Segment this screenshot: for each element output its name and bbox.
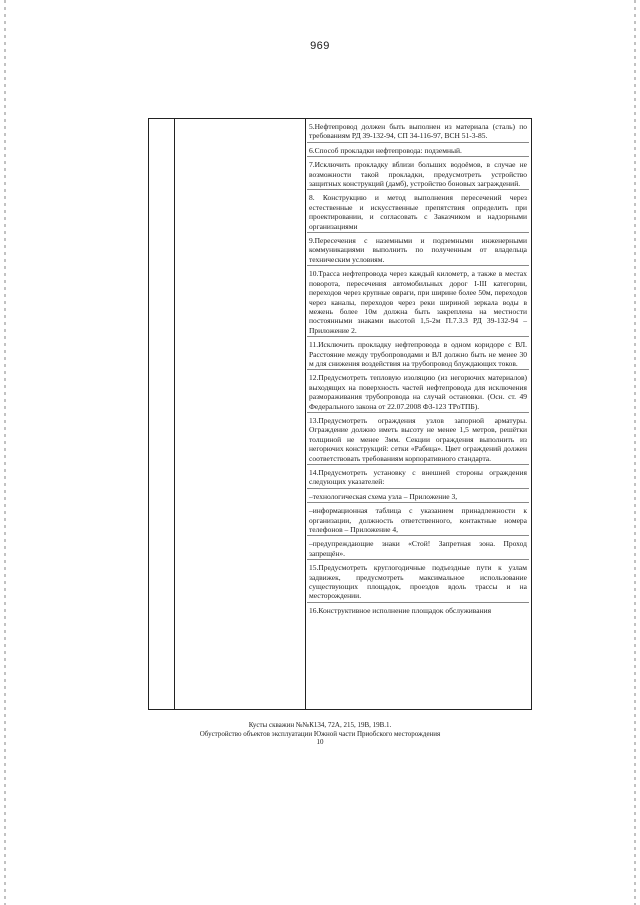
requirement-paragraph: 10.Трасса нефтепровода через каждый километр, а также в местах поворота, пересечения автомобильных дорог I-III категории, переходов через крупные овраги, при ширине более 50м, переходов через каналы, переходов через реки шириной зеркала воды в межень более 10м должна быть закреплена на местности постоянными знаками высотой 1,5-2м П.7.3.3 РД 39-132-94 – Приложение 2.: [307, 269, 529, 337]
requirement-paragraph: –технологическая схема узла – Приложение 3,: [307, 492, 529, 503]
requirement-paragraph: 5.Нефтепровод должен быть выполнен из материала (сталь) по требованиям РД 39-132-94, СП 34-116-97, ВСН 51-3-85.: [307, 122, 529, 143]
page-number: 969: [310, 40, 330, 52]
requirement-paragraph: 16.Конструктивное исполнение площадок обслуживания: [309, 605, 492, 615]
requirement-paragraph: –информационная таблица с указанием принадлежности к организации, должность ответственного, контактные номера телефонов – Приложение 4,: [307, 506, 529, 536]
footer-line-project: Обустройство объектов эксплуатации Южной части Приобского месторождения: [199, 729, 441, 738]
requirements-cell: [307, 122, 529, 709]
requirement-paragraph: 7.Исключить прокладку вблизи больших водоёмов, в случае не возможности такой прокладки, предусмотреть устройство защитных конструкций (дамб), устройство боновых заграждений.: [307, 160, 529, 190]
document-footer: [0, 721, 640, 747]
requirement-paragraph: –предупреждающие знаки «Стой! Запретная зона. Проход запрещён».: [307, 539, 529, 560]
requirement-paragraph: 14.Предусмотреть установку с внешней стороны ограждения следующих указателей:: [307, 468, 529, 489]
requirement-paragraph: 12.Предусмотреть тепловую изоляцию (из негорючих материалов) выходящих на поверхность частей нефтепровода для исключения размораживания трубопровода на случай остановки. (Осн. ст. 49 Федерального закона от 22.07.2008 ФЗ-123 ТРоТПБ).: [307, 373, 529, 413]
table-column-divider-1: [174, 119, 175, 709]
scan-edge-right: [634, 0, 636, 905]
requirement-paragraph: 9.Пересечения с наземными и подземными инженерными коммуникациями выполнить по полученным от владельца техническим условиям.: [307, 236, 529, 266]
requirement-paragraph: 11.Исключить прокладку нефтепровода в одном коридоре с ВЛ. Расстояние между трубопроводами и ВЛ должно быть не менее 30 м для снижения воздействия на трубопровод блуждающих токов.: [307, 340, 529, 370]
requirement-paragraph: 15.Предусмотреть круглогодичные подъездные пути к узлам задвижек, предусмотреть максимальное использование существующих площадок, проездов вдоль трассы и на месторождении.: [307, 563, 529, 603]
requirement-paragraph: 13.Предусмотреть ограждения узлов запорной арматуры. Ограждение должно иметь высоту не менее 1,5 метров, решётки толщиной не менее 3мм. Секции ограждения выполнить из негорючих конструкций: сетки «Рабица». Цвет ограждений должен соответствовать требованиям корпоративного стандарта.: [307, 416, 529, 465]
table-column-divider-2: [305, 119, 306, 709]
footer-page-number: 10: [316, 738, 324, 746]
scan-edge-left: [4, 0, 6, 905]
footer-line-wells: Кусты скважин №№К134, 72А, 215, 19В, 19В.1.: [248, 721, 392, 729]
requirement-paragraph: 8. Конструкцию и метод выполнения пересечений через естественные и искусственные препятствия определить при проектировании, и согласовать с Заказчиком и надзорными организациями: [307, 193, 529, 233]
requirement-paragraph: 6.Способ прокладки нефтепровода: подземный.: [307, 146, 529, 157]
requirements-table: [148, 118, 532, 710]
